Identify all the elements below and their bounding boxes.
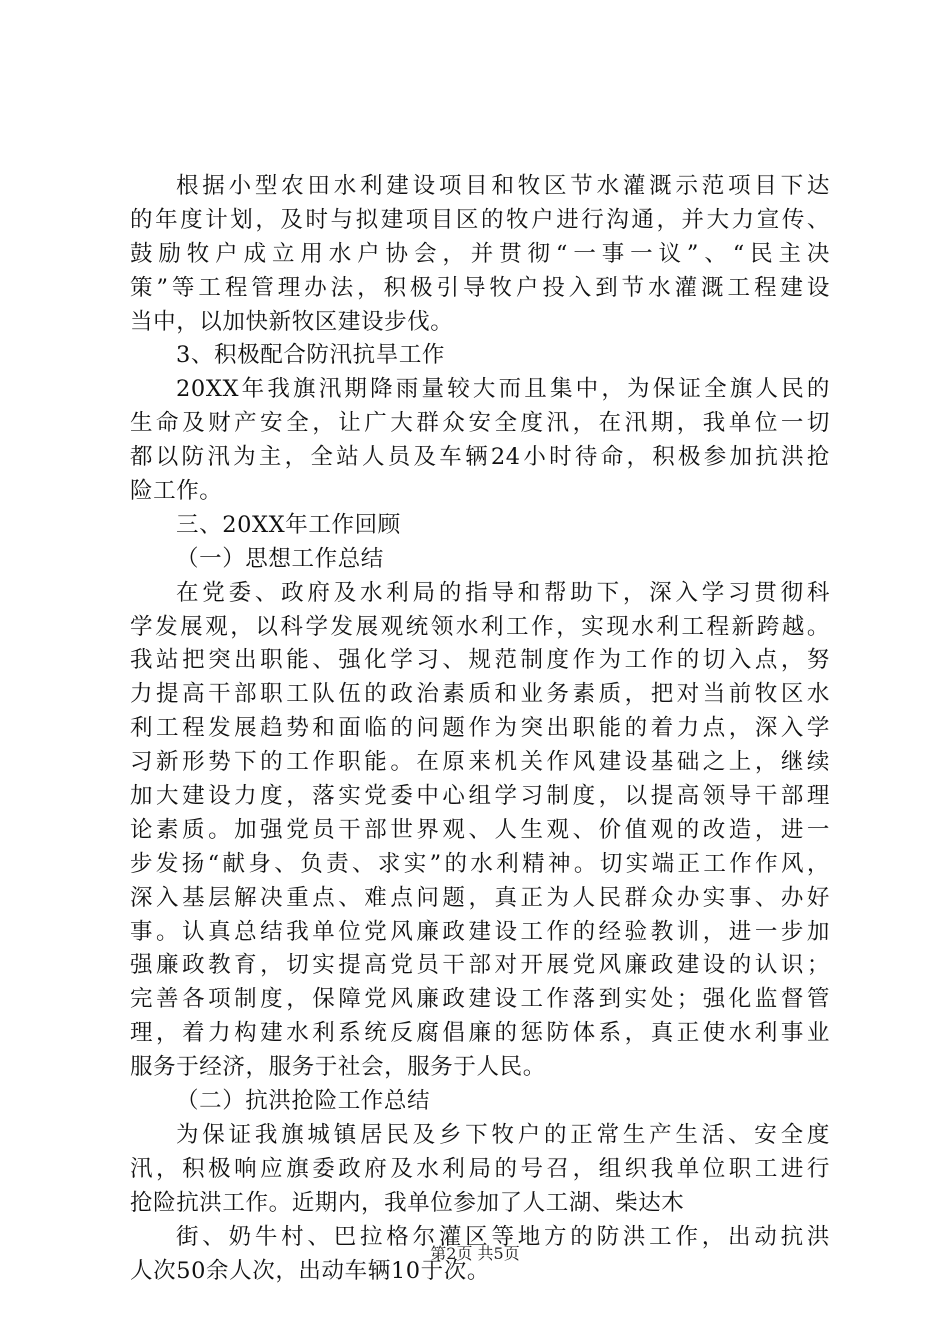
text-line: 服务于经济，服务于社会，服务于人民。 (130, 1054, 546, 1081)
text-line: 步发扬“献身、负责、求实”的水利精神。切实端正工作作风， (130, 850, 830, 877)
text-line: 加大建设力度，落实党委中心组学习制度，以提高领导干部理 (130, 783, 830, 810)
text-line: 我站把突出职能、强化学习、规范制度作为工作的切入点，努 (130, 647, 830, 674)
text-line: 完善各项制度，保障党风廉政建设工作落到实处；强化监督管 (130, 986, 830, 1013)
document-body (130, 170, 830, 1288)
text-line: 强廉政教育，切实提高党员干部对开展党风廉政建设的认识； (130, 952, 830, 979)
text-line: 都以防汛为主，全站人员及车辆24小时待命，积极参加抗洪抢 (130, 444, 830, 471)
text-line: 当中，以加快新牧区建设步伐。 (130, 308, 454, 335)
text-line: 三、20XX年工作回顾 (176, 511, 401, 538)
text-line: 策”等工程管理办法，积极引导牧户投入到节水灌溉工程建设 (130, 274, 830, 301)
text-line: （二）抗洪抢险工作总结 (176, 1088, 431, 1115)
text-line: 论素质。加强党员干部世界观、人生观、价值观的改造，进一 (130, 816, 830, 843)
text-line: 抢险抗洪工作。近期内，我单位参加了人工湖、柴达木 (130, 1189, 685, 1216)
text-line: 力提高干部职工队伍的政治素质和业务素质，把对当前牧区水 (130, 681, 830, 708)
text-line: 根据小型农田水利建设项目和牧区节水灌溉示范项目下达 (176, 173, 830, 199)
text-line: 街、奶牛村、巴拉格尔灌区等地方的防洪工作，出动抗洪 (176, 1223, 830, 1250)
text-line: 利工程发展趋势和面临的问题作为突出职能的着力点，深入学 (130, 715, 830, 742)
text-line: 学发展观，以科学发展观统领水利工作，实现水利工程新跨越。 (130, 613, 830, 640)
text-line: 生命及财产安全，让广大群众安全度汛，在汛期，我单位一切 (130, 410, 830, 437)
page-footer: 第2页 共5页 (430, 1244, 520, 1263)
text-line: 习新形势下的工作职能。在原来机关作风建设基础之上，继续 (130, 749, 830, 776)
text-line: （一）思想工作总结 (176, 545, 384, 572)
text-line: 理，着力构建水利系统反腐倡廉的惩防体系，真正使水利事业 (130, 1020, 830, 1047)
text-line: 深入基层解决重点、难点问题，真正为人民群众办实事、办好 (130, 884, 830, 911)
text-line: 在党委、政府及水利局的指导和帮助下，深入学习贯彻科 (176, 579, 830, 606)
text-line: 险工作。 (130, 478, 223, 505)
text-line: 为保证我旗城镇居民及乡下牧户的正常生产生活、安全度 (176, 1121, 830, 1148)
text-line: 20XX年我旗汛期降雨量较大而且集中，为保证全旗人民的 (176, 376, 830, 403)
text-line: 鼓励牧户成立用水户协会，并贯彻“一事一议”、“民主决 (130, 240, 830, 267)
text-line: 人次50余人次，出动车辆10于次。 (130, 1257, 490, 1284)
text-line: 汛，积极响应旗委政府及水利局的号召，组织我单位职工进行 (130, 1155, 830, 1182)
text-line: 3、积极配合防汛抗旱工作 (176, 342, 446, 369)
text-line: 事。认真总结我单位党风廉政建设工作的经验教训，进一步加 (130, 918, 830, 945)
text-line: 的年度计划，及时与拟建项目区的牧户进行沟通，并大力宣传、 (130, 206, 830, 233)
